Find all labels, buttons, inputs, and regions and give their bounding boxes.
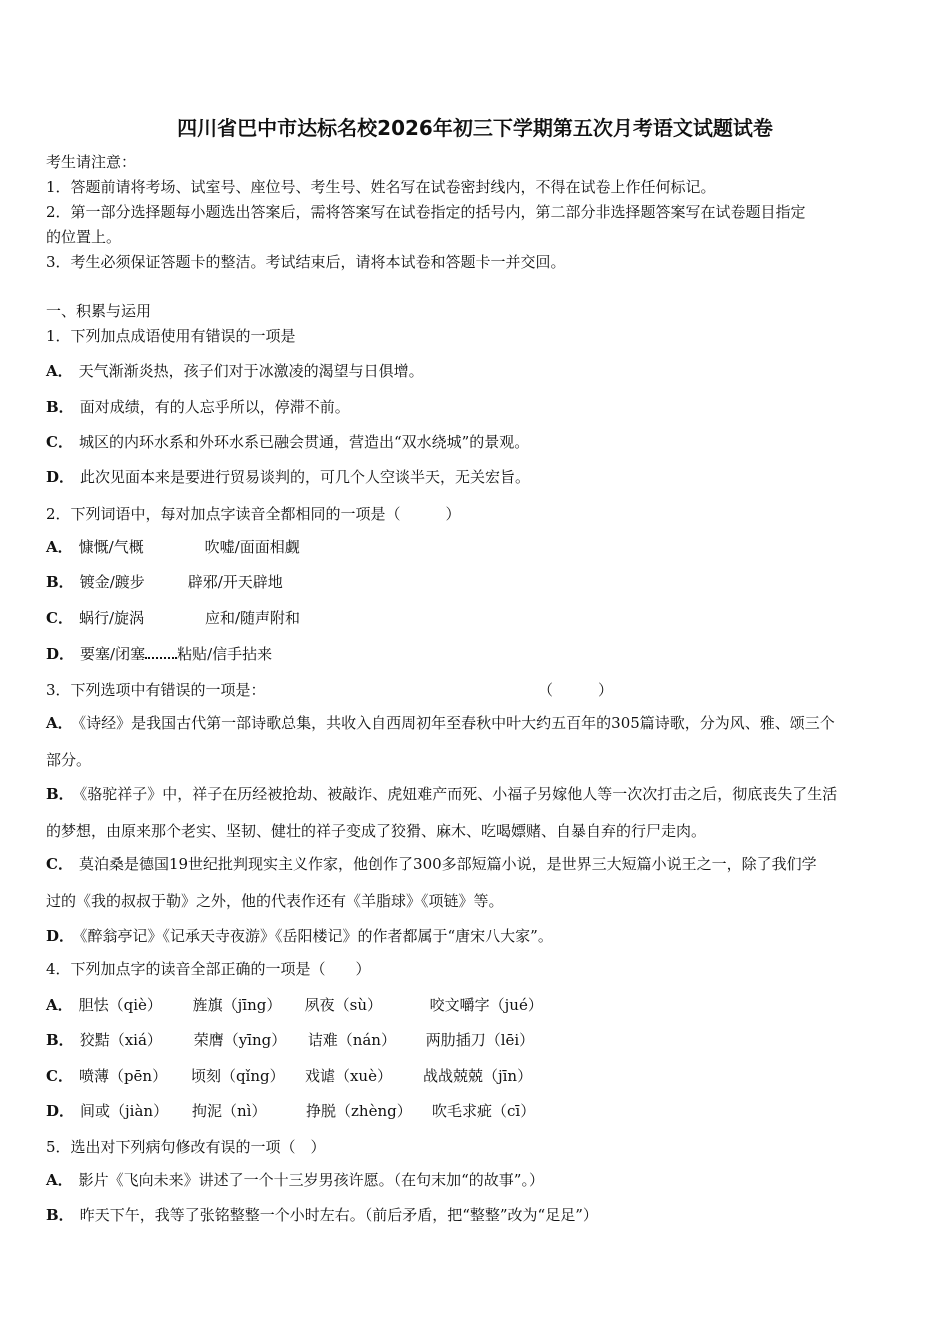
question-4-option-b [46,1030,534,1050]
option-label: A． [46,714,73,732]
word: 喷薄（pēn） [78,1067,168,1085]
section-heading: 一、积累与运用 [46,302,152,320]
word-pair: 蜗行/旋涡 [78,609,145,627]
option-text: 昨天下午，我等了张铭整整一个小时左右。（前后矛盾，把“整整”改为“足足”） [79,1206,598,1224]
option-label: D． [46,927,75,945]
option-label: A． [46,996,73,1014]
question-3-option-c [46,854,817,874]
question-4-stem: 4．下列加点字的读音全部正确的一项是（ ） [46,960,371,978]
word-pair: 要塞/闭塞 [80,645,146,663]
option-label: B． [46,1031,74,1049]
word: 间或（jiàn） [80,1102,169,1120]
option-label: A． [46,362,73,380]
word-pair: 慷慨/气概 [78,538,144,556]
question-2-option-b [46,572,283,592]
option-label: D． [46,468,75,486]
option-label: A． [46,1171,73,1189]
word: 吹毛求疵（cī） [432,1102,536,1120]
word: 夙夜（sù） [304,996,382,1014]
question-3-option-b-cont: 的梦想，由原来那个老实、坚韧、健壮的祥子变成了狡猾、麻木、吃喝嫖赌、自暴自弃的行尸走肉。 [46,822,707,840]
question-4-option-a [46,995,543,1015]
word: 狡黠（xiá） [79,1031,162,1049]
word: 旌旗（jīng） [192,996,282,1014]
emphasis-dots [145,653,177,659]
question-3-option-a [46,713,835,733]
notice-item: 的位置上。 [46,228,122,246]
question-3-option-d [46,926,553,946]
option-label: C． [46,855,73,873]
word: 咬文嚼字（jué） [429,996,543,1014]
word-pair: 应和/随声附和 [204,609,301,627]
question-4-option-d [46,1101,535,1121]
question-3-option-b [46,784,837,804]
question-3-option-a-cont: 部分。 [46,751,92,769]
word-pair: 镀金/踱步 [79,573,145,591]
word: 戏谑（xuè） [304,1067,392,1085]
option-label: B． [46,573,74,591]
notice-heading: 考生请注意： [46,153,137,171]
option-text: 《醉翁亭记》《记承天寺夜游》《岳阳楼记》的作者都属于“唐宋八大家”。 [80,927,553,945]
option-label: B． [46,785,74,803]
word: 战战兢兢（jīn） [422,1067,533,1085]
question-3-option-c-cont: 过的《我的叔叔于勒》之外，他的代表作还有《羊脂球》《项链》等。 [46,892,504,910]
stem-text: 3．下列选项中有错误的一项是： [46,681,266,699]
word: 挣脱（zhèng） [306,1102,412,1120]
option-label: B． [46,398,74,416]
question-1-option-b [46,397,350,417]
question-5-option-b [46,1205,598,1225]
word: 顷刻（qǐng） [190,1067,285,1085]
question-1-option-c [46,432,529,452]
option-label: D． [46,645,75,663]
option-text: 此次见面本来是要进行贸易谈判的，可几个人空谈半天，无关宏旨。 [80,468,531,486]
option-text: 天气渐渐炎热，孩子们对于冰激凌的渴望与日俱增。 [78,362,424,380]
word: 两肋插刀（lēi） [425,1031,535,1049]
option-text: 面对成绩，有的人忘乎所以，停滞不前。 [79,398,350,416]
question-3-stem [46,680,613,700]
word: 荣膺（yīng） [193,1031,287,1049]
option-text: 城区的内环水系和外环水系已融会贯通，营造出“双水绕城”的景观。 [78,433,530,451]
word-pair: 粘贴/信手拈来 [177,645,273,663]
option-text: 《骆驼祥子》中，祥子在历经被抢劫、被敲诈、虎妞难产而死、小福子另嫁他人等一次次打击之后，彻底丧失了生活 [79,785,838,803]
notice-item: 1．答题前请将考场、试室号、座位号、考生号、姓名写在试卷密封线内，不得在试卷上作任何标记。 [46,178,716,196]
word: 诘难（nán） [307,1031,396,1049]
question-1-option-d [46,467,530,487]
question-2-stem: 2．下列词语中，每对加点字读音全都相同的一项是（ ） [46,505,461,523]
question-4-option-c [46,1066,532,1086]
option-label: A． [46,538,73,556]
word-pair: 吹嘘/面面相觑 [204,538,300,556]
option-label: D． [46,1102,75,1120]
question-5-option-a [46,1170,544,1190]
question-1-option-a [46,361,424,381]
question-1-stem: 1．下列加点成语使用有错误的一项是 [46,327,296,345]
option-label: C． [46,433,73,451]
option-label: B． [46,1206,74,1224]
notice-item: 3．考生必须保证答题卡的整洁。考试结束后，请将本试卷和答题卡一并交回。 [46,253,566,271]
word: 拘泥（nì） [192,1102,267,1120]
question-2-option-c [46,608,300,628]
question-2-option-d [46,644,272,664]
question-2-option-a [46,537,300,557]
page-title: 四川省巴中市达标名校2026年初三下学期第五次月考语文试题试卷 [177,116,773,140]
notice-item: 2．第一部分选择题每小题选出答案后，需将答案写在试卷指定的括号内，第二部分非选择题答案写在试卷题目指定 [46,203,806,221]
option-text: 莫泊桑是德国19世纪批判现实主义作家，他创作了300多部短篇小说，是世界三大短篇小说王之一，除了我们学 [78,855,817,873]
word: 胆怯（qiè） [78,996,162,1014]
word-pair: 辟邪/开天辟地 [187,573,283,591]
option-text: 《诗经》是我国古代第一部诗歌总集，共收入自西周初年至春秋中叶大约五百年的305篇诗歌，分为风、雅、颂三个 [78,714,835,732]
option-label: C． [46,1067,73,1085]
question-5-stem: 5．选出对下列病句修改有误的一项（ ） [46,1138,326,1156]
option-label: C． [46,609,73,627]
answer-paren: （ ） [538,681,614,699]
option-text: 影片《飞向未来》讲述了一个十三岁男孩许愿。（在句末加“的故事”。） [78,1171,544,1189]
